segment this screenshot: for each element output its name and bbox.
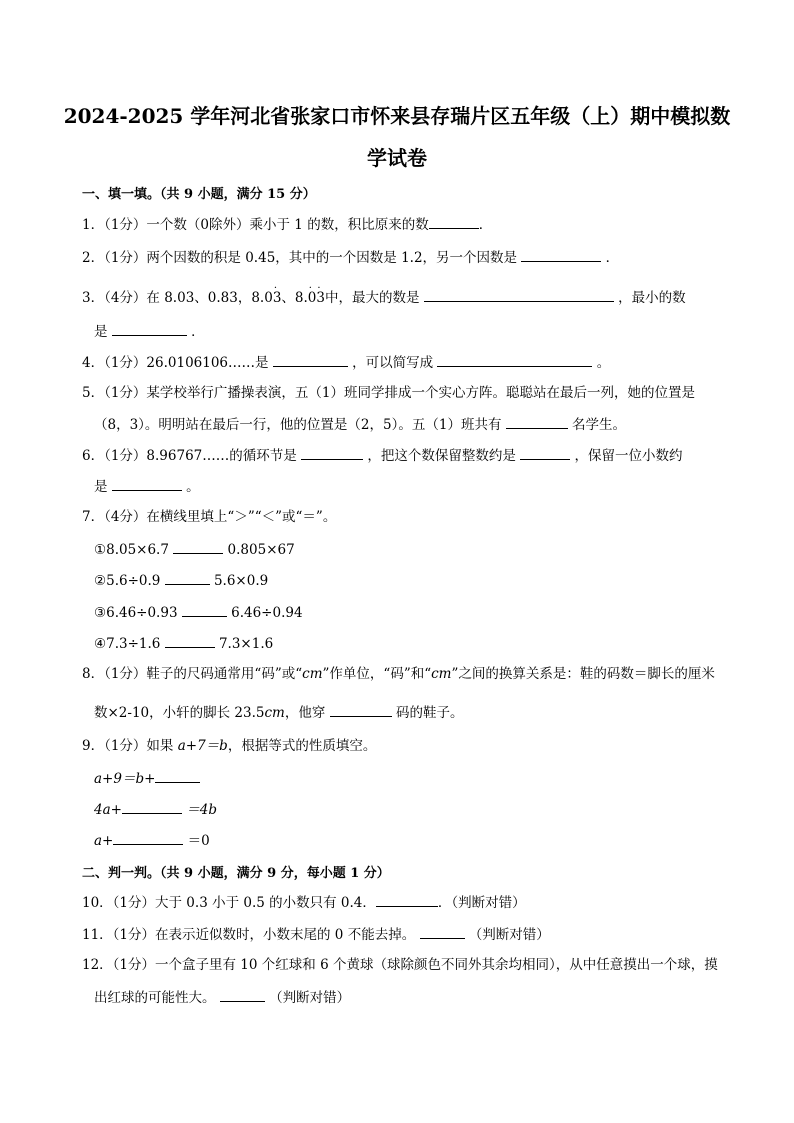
question-8-p1: 8．（1分）鞋子的尺码通常用“码”或“ <box>82 666 303 682</box>
question-5-line2-end: 名学生。 <box>572 417 627 433</box>
question-3 <box>82 288 686 306</box>
repeating-digit: · 3 <box>273 290 282 306</box>
question-4-mid: ，可以简写成 <box>352 355 434 371</box>
question-4-start: 4．（1分）26.0106106……是 <box>82 355 269 371</box>
question-12 <box>82 957 718 973</box>
question-7-text: 7．（4分）在横线里填上“＞”“＜”或“＝”。 <box>82 509 337 525</box>
answer-blank[interactable] <box>376 893 438 907</box>
question-7-item-1 <box>94 540 295 558</box>
question-9-l2-end: ＝4b <box>186 802 217 818</box>
question-9-text-end: ，根据等式的性质填空。 <box>227 738 377 754</box>
answer-blank[interactable] <box>173 540 223 554</box>
q7-item-right: 5.6×0.9 <box>213 573 269 589</box>
exam-title-line2: 学试卷 <box>367 146 427 170</box>
repeating-digit: · 3 <box>316 290 325 306</box>
question-9-condition: a+7＝b <box>177 738 228 754</box>
question-9 <box>82 738 376 754</box>
question-10-text: 10．（1分）大于 0.3 小于 0.5 的小数只有 0.4． <box>82 895 376 911</box>
question-11 <box>82 925 550 943</box>
question-11-end: （判断对错） <box>468 927 550 943</box>
q7-item-right: 7.3×1.6 <box>218 636 274 652</box>
question-10 <box>82 893 526 911</box>
question-8-line2-mid: ，他穿 <box>284 705 326 721</box>
question-1-end: ． <box>478 217 493 233</box>
question-3-start: 3．（4分）在 8.03、0.83，8.0 <box>82 290 273 306</box>
repeating-digit: · 0 <box>308 290 317 306</box>
unit-cm: cm <box>302 666 323 682</box>
question-4-end: 。 <box>596 355 611 371</box>
question-6-start: 6．（1分）8.96767……的循环节是 <box>82 448 297 464</box>
answer-blank[interactable] <box>420 925 465 939</box>
answer-blank[interactable] <box>165 634 215 648</box>
question-8 <box>82 666 715 682</box>
answer-blank[interactable] <box>122 800 182 814</box>
answer-blank[interactable] <box>165 571 210 585</box>
answer-blank[interactable] <box>520 446 570 460</box>
question-12-line2-end: （判断对错） <box>269 990 351 1006</box>
question-2 <box>82 248 619 266</box>
question-3-mid1: 、8. <box>281 290 308 306</box>
question-12-line2 <box>94 988 350 1006</box>
question-3-end1: ，最小的数 <box>618 290 686 306</box>
question-6-line2-start: 是 <box>94 479 108 495</box>
answer-blank[interactable] <box>301 446 363 460</box>
question-3-line2 <box>94 322 205 340</box>
question-9-line2 <box>94 800 217 818</box>
answer-blank[interactable] <box>273 353 348 367</box>
exam-title-line1: 2024-2025 学年河北省张家口市怀来县存瑞片区五年级（上）期中模拟数 <box>63 104 731 128</box>
question-6-line2 <box>94 477 200 495</box>
question-3-mid2: 中，最大的数是 <box>324 290 420 306</box>
q7-item-left: ④7.3÷1.6 <box>94 636 161 652</box>
q7-item-right: 0.805×67 <box>227 542 295 558</box>
answer-blank[interactable] <box>506 415 568 429</box>
question-8-p3: ”之间的换算关系是：鞋的码数＝脚长的厘米 <box>451 666 715 682</box>
question-9-l2-start: 4a+ <box>94 802 122 818</box>
answer-blank[interactable] <box>437 353 592 367</box>
q7-item-left: ③6.46÷0.93 <box>94 605 178 621</box>
unit-cm: cm <box>431 666 452 682</box>
question-7-item-2 <box>94 571 268 589</box>
question-7-item-3 <box>94 603 303 621</box>
question-2-text: 2．（1分）两个因数的积是 0.45，其中的一个因数是 1.2，另一个因数是 <box>82 250 518 266</box>
question-12-line2-start: 出红球的可能性大。 <box>94 990 216 1006</box>
q7-item-right: 6.46÷0.94 <box>231 605 303 621</box>
question-3-line2-start: 是 <box>94 324 108 340</box>
question-9-l3-start: a+ <box>94 833 114 849</box>
question-12-line1: 12．（1分）一个盒子里有 10 个红球和 6 个黄球（球除颜色不同外其余均相同），从中任意摸出一个球，摸 <box>82 957 718 973</box>
question-9-line1 <box>94 769 200 787</box>
answer-blank[interactable] <box>521 248 601 262</box>
q7-item-left: ②5.6÷0.9 <box>94 573 161 589</box>
question-1 <box>82 215 492 233</box>
question-6-mid: ，把这个数保留整数约是 <box>367 448 516 464</box>
q7-item-left: ①8.05×6.7 <box>94 542 169 558</box>
question-11-text: 11．（1分）在表示近似数时，小数末尾的 0 不能去掉。 <box>82 927 416 943</box>
answer-blank[interactable] <box>182 603 227 617</box>
question-5-line1: 5．（1分）某学校举行广播操表演，五（1）班同学排成一个实心方阵。聪聪站在最后一列，她的位置是 <box>82 385 696 401</box>
question-2-end: ． <box>605 250 620 266</box>
question-3-line2-end: ． <box>191 324 205 340</box>
question-8-p2: ”作单位，“码”和“ <box>322 666 432 682</box>
question-7-item-4 <box>94 634 273 652</box>
answer-blank[interactable] <box>155 769 200 783</box>
question-6 <box>82 446 682 464</box>
answer-blank[interactable] <box>220 988 265 1002</box>
question-4 <box>82 353 610 371</box>
question-9-l3-end: ＝0 <box>187 833 210 849</box>
answer-blank[interactable] <box>429 215 479 229</box>
answer-blank[interactable] <box>330 703 392 717</box>
answer-blank[interactable] <box>112 477 182 491</box>
question-7 <box>82 509 336 525</box>
question-5-line2-start: （8，3）。明明站在最后一行，他的位置是（2，5）。五（1）班共有 <box>94 417 502 433</box>
question-10-end: ．（判断对错） <box>437 895 526 911</box>
question-5-line2 <box>94 415 626 433</box>
question-1-text: 1．（1分）一个数（0除外）乘小于 1 的数，积比原来的数 <box>82 217 429 233</box>
answer-blank[interactable] <box>113 831 183 845</box>
answer-blank[interactable] <box>424 288 614 302</box>
question-8-line2 <box>94 703 463 721</box>
question-8-line2-end: 码的鞋子。 <box>395 705 464 721</box>
section1-heading: 一、填一填。（共 9 小题，满分 15 分） <box>82 187 316 202</box>
question-9-text: 9．（1分）如果 <box>82 738 178 754</box>
question-5 <box>82 385 695 401</box>
question-9-line3 <box>94 831 210 849</box>
unit-cm: cm <box>264 705 285 721</box>
question-6-line2-end: 。 <box>186 479 200 495</box>
question-8-line2-start: 数×2-10，小轩的脚长 23.5 <box>94 705 265 721</box>
question-9-l1: a+9＝b+ <box>94 771 156 787</box>
answer-blank[interactable] <box>112 322 187 336</box>
question-6-end1: ，保留一位小数约 <box>574 448 683 464</box>
section2-heading: 二、判一判。（共 9 小题，满分 9 分，每小题 1 分） <box>82 866 390 881</box>
